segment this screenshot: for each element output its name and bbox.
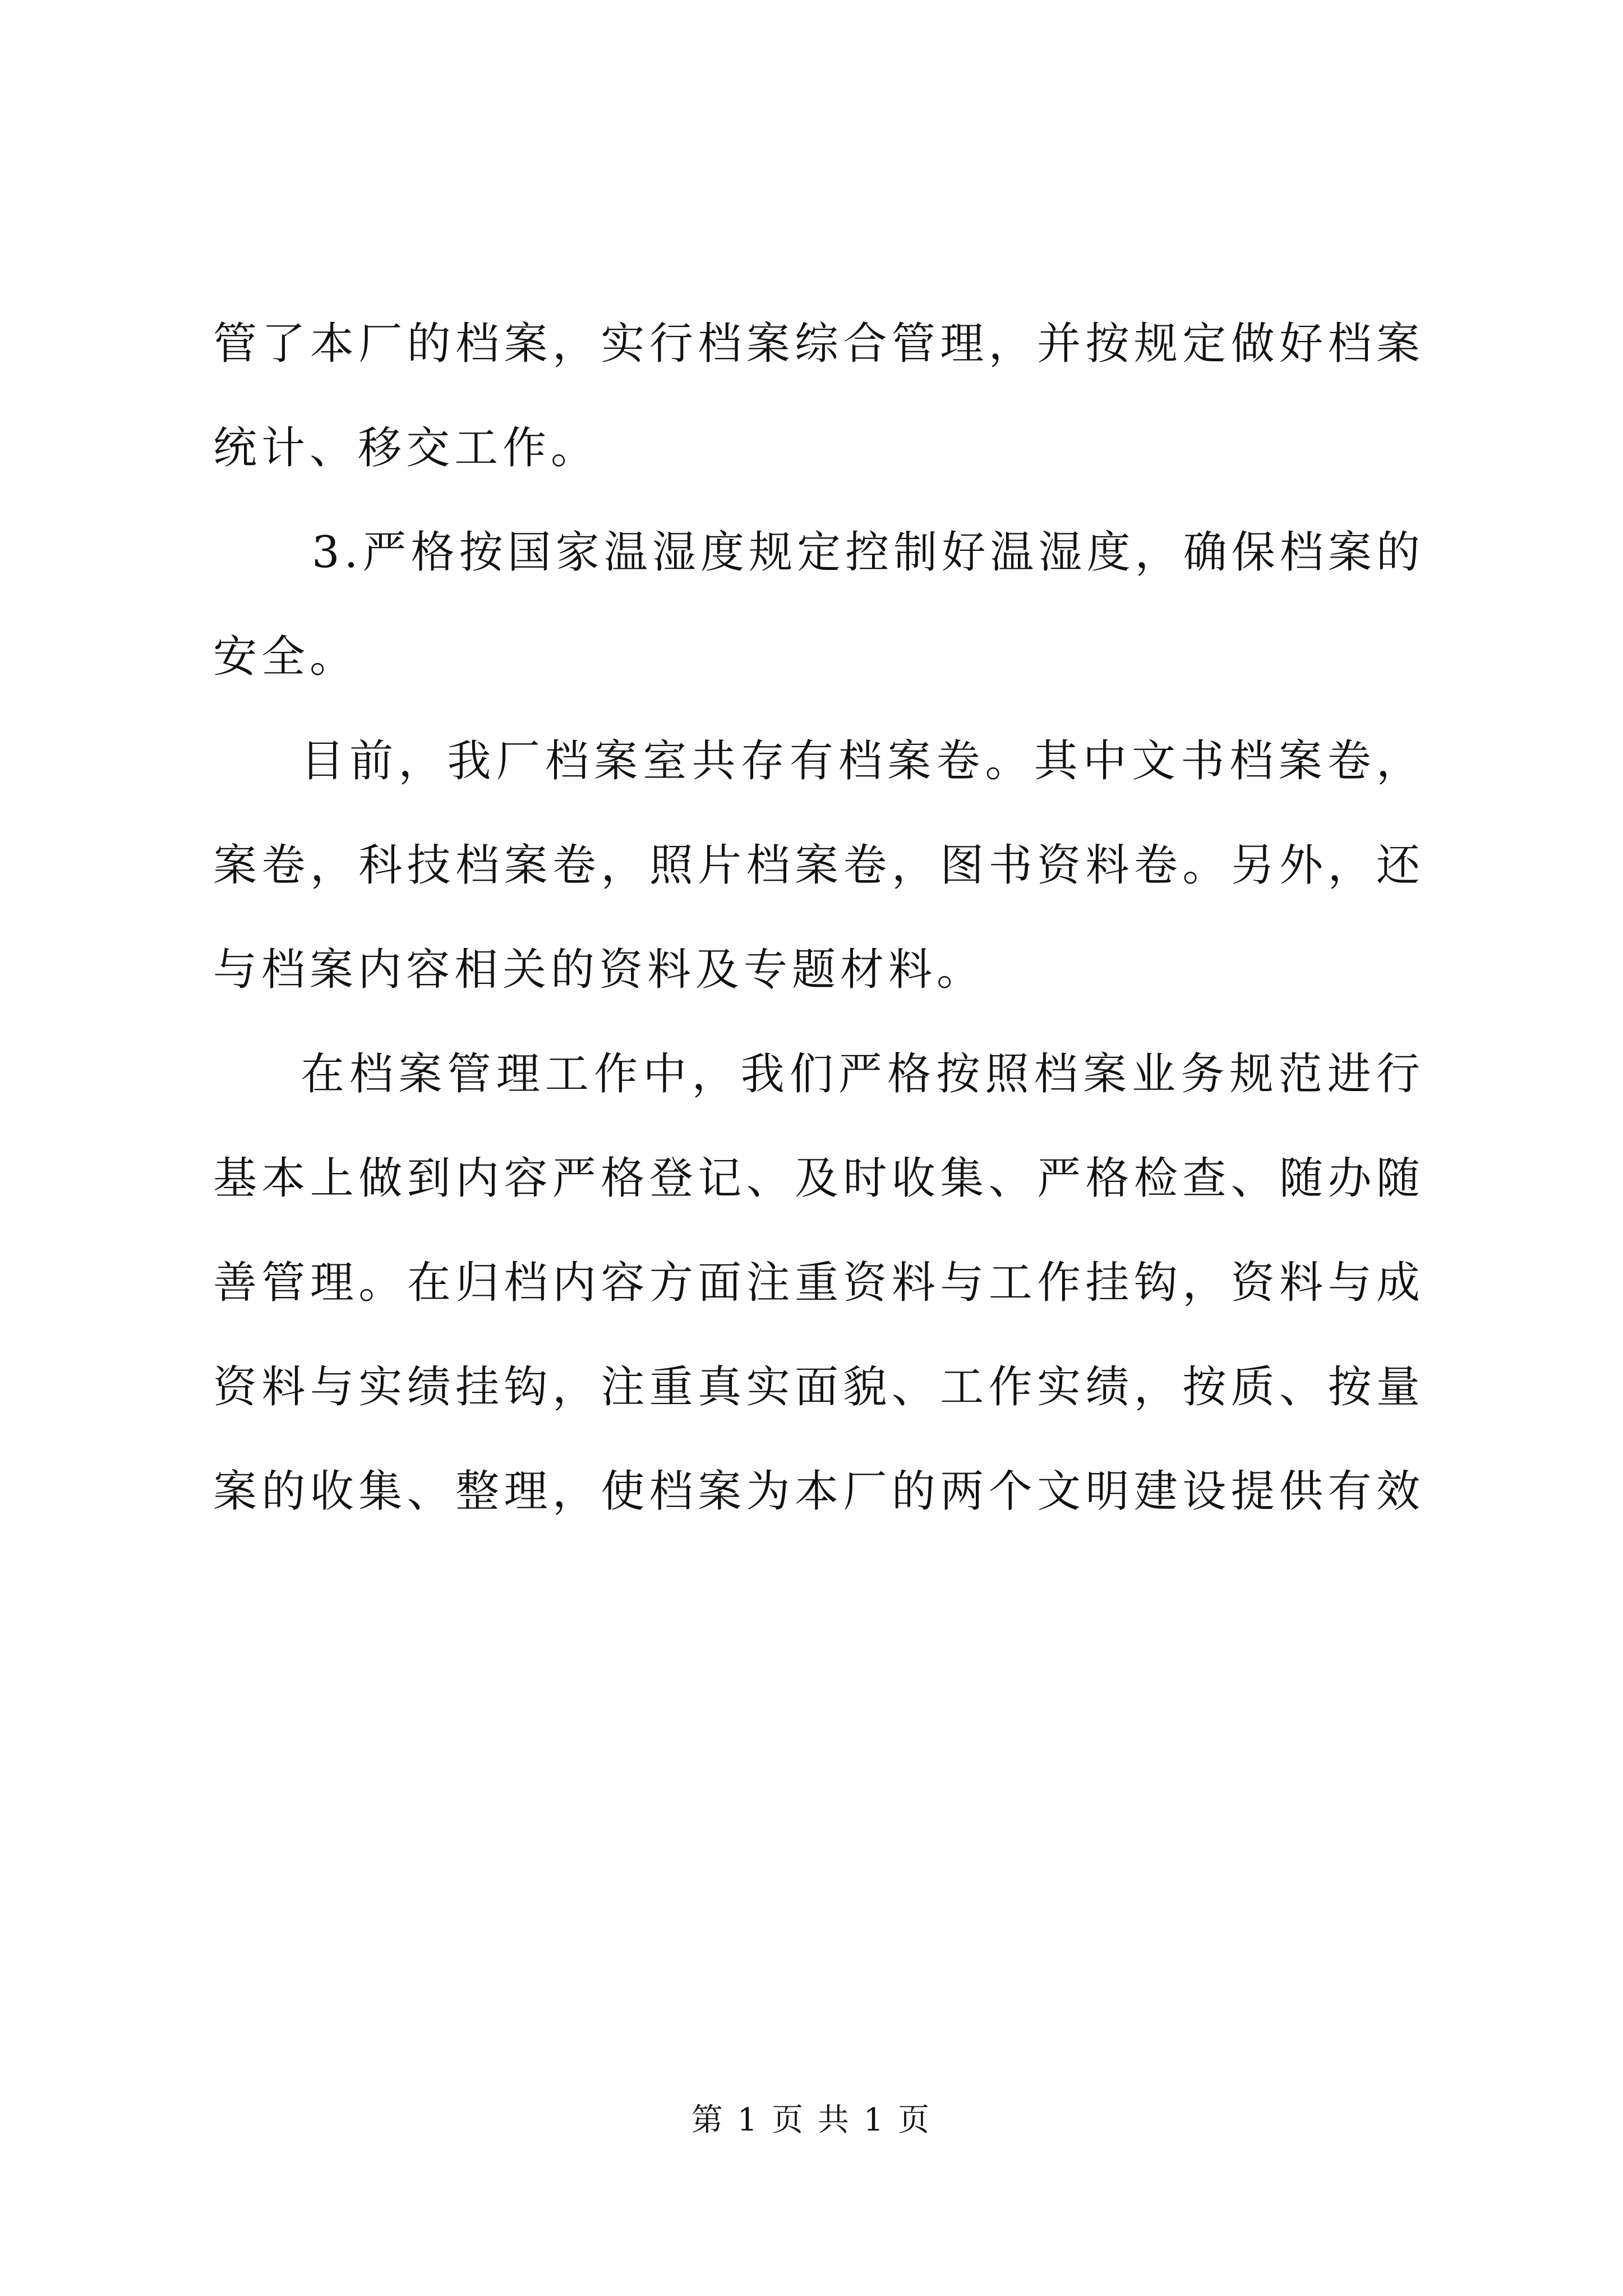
text-line: 善管理。在归档内容方面注重资料与工作挂钩，资料与成	[213, 1258, 1424, 1308]
text-line: 与档案内容相关的资料及专题材料。	[213, 945, 985, 995]
text-line: 案卷，科技档案卷，照片档案卷，图书资料卷。另外，还	[213, 840, 1424, 891]
text-line: 基本上做到内容严格登记、及时收集、严格检查、随办随	[213, 1153, 1424, 1204]
text-line: 3.严格按国家温湿度规定控制好温湿度，确保档案的	[312, 527, 1424, 578]
body-text	[213, 292, 1424, 1544]
page-footer: 第 1 页 共 1 页	[691, 2102, 932, 2138]
text-line: 目前，我厂档案室共存有档案卷。其中文书档案卷，	[301, 736, 1424, 786]
text-line: 资料与实绩挂钩，注重真实面貌、工作实绩，按质、按量	[213, 1362, 1424, 1412]
text-line: 安全。	[213, 632, 358, 682]
text-line: 管了本厂的档案，实行档案综合管理，并按规定做好档案	[213, 319, 1424, 369]
text-line: 统计、移交工作。	[213, 423, 600, 473]
text-line: 在档案管理工作中，我们严格按照档案业务规范进行	[301, 1049, 1424, 1099]
text-line: 案的收集、整理，使档案为本厂的两个文明建设提供有效	[213, 1466, 1424, 1517]
